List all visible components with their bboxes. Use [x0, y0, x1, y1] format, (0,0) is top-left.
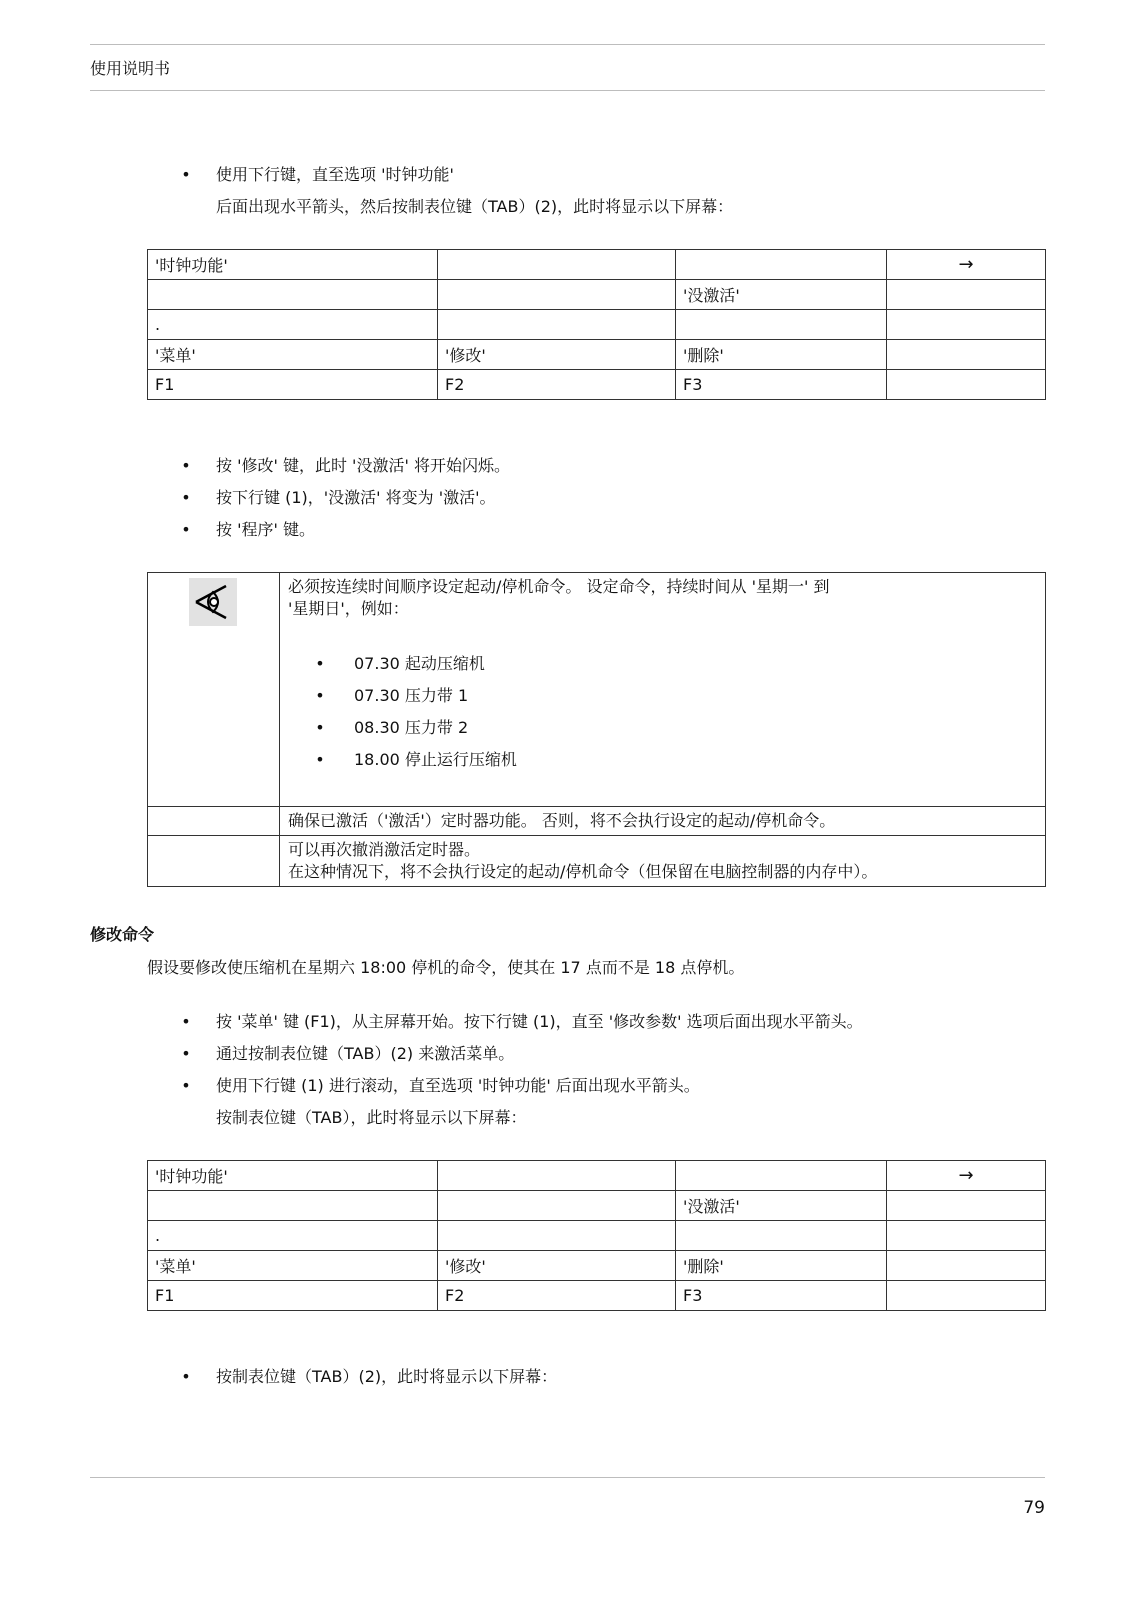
screen-cell [887, 1281, 1046, 1311]
bullet-icon: • [181, 1044, 191, 1063]
display-screen-table-2 [147, 1160, 1046, 1311]
list-item-continuation: 按制表位键（TAB），此时将显示以下屏幕： [216, 1108, 527, 1127]
list-item: • 按 '菜单' 键 (F1)，从主屏幕开始。按下行键 (1)，直至 '修改参数' 选项后面出现水平箭头。 [180, 1006, 526, 1038]
screen-cell [887, 340, 1046, 370]
right-arrow-icon: → [958, 1165, 974, 1186]
screen-cell [148, 1191, 438, 1221]
bullet-icon: • [181, 1012, 191, 1031]
screen-cell: . [148, 1221, 438, 1251]
screen-cell [438, 250, 676, 280]
table-row [148, 573, 1046, 807]
screen-cell [887, 1251, 1046, 1281]
bullet-icon: • [315, 718, 325, 737]
table-row [148, 310, 1046, 340]
list-item-continuation: 后面出现水平箭头，然后按制表位键（TAB）(2)，此时将显示以下屏幕： [216, 197, 734, 216]
table-row [148, 1221, 1046, 1251]
screen-cell [887, 1191, 1046, 1221]
screen-cell: F2 [438, 370, 676, 400]
section-intro: 假设要修改使压缩机在星期六 18:00 停机的命令，使其在 17 点而不是 18 点停机。 [147, 958, 745, 977]
screen-cell [438, 1161, 676, 1191]
note-icon-cell [148, 573, 280, 807]
table-row [148, 280, 1046, 310]
bullet-icon: • [315, 750, 325, 769]
bullet-icon: • [315, 686, 325, 705]
screen-cell: '菜单' [148, 1251, 438, 1281]
screen-cell [887, 280, 1046, 310]
screen-cell [676, 310, 887, 340]
table-row [148, 340, 1046, 370]
bullet-icon: • [181, 1367, 191, 1386]
list-item: • 通过按制表位键（TAB）(2) 来激活菜单。 [180, 1038, 526, 1070]
section-title: 修改命令 [90, 925, 155, 944]
screen-cell: '菜单' [148, 340, 438, 370]
list-item: • 使用下行键 (1) 进行滚动，直至选项 '时钟功能' 后面出现水平箭头。 [180, 1070, 526, 1102]
screen-cell: '时钟功能' [148, 1161, 438, 1191]
screen-cell: '时钟功能' [148, 250, 438, 280]
instruction-block-3 [180, 1006, 863, 1134]
screen-cell [438, 1191, 676, 1221]
screen-cell: F1 [148, 370, 438, 400]
bullet-icon: • [181, 488, 191, 507]
screen-cell [676, 1221, 887, 1251]
table-row [148, 370, 1046, 400]
example-list [288, 648, 1037, 776]
screen-cell: '没激活' [676, 280, 887, 310]
note-text-cell: 必须按连续时间顺序设定起动/停机命令。 设定命令，持续时间从 '星期一' 到 '星期日'，例如： • 07.30 起动压缩机 • 07.30 压力带 1 • 08.30 压力带 2 • 18.00 停止运行压缩机 [280, 573, 1046, 807]
instruction-block-1 [180, 159, 733, 223]
table-row [148, 1161, 1046, 1191]
header-rule-top [90, 44, 1045, 45]
table-row [148, 807, 1046, 836]
right-arrow-icon: → [958, 254, 974, 275]
screen-cell: F3 [676, 1281, 887, 1311]
screen-cell: '没激活' [676, 1191, 887, 1221]
bullet-icon: • [181, 165, 191, 184]
screen-cell [887, 370, 1046, 400]
screen-cell [148, 280, 438, 310]
screen-cell: '修改' [438, 1251, 676, 1281]
display-screen-table-1 [147, 249, 1046, 400]
list-item: • 07.30 起动压缩机 [314, 648, 1037, 680]
screen-cell [676, 250, 887, 280]
screen-cell: . [148, 310, 438, 340]
screen-cell: F3 [676, 370, 887, 400]
header-rule-bottom [90, 90, 1045, 91]
screen-cell: '删除' [676, 340, 887, 370]
note-empty-cell [148, 807, 280, 836]
table-row [148, 1281, 1046, 1311]
header-title: 使用说明书 [90, 59, 171, 78]
screen-cell [438, 280, 676, 310]
table-row [148, 250, 1046, 280]
screen-cell: '修改' [438, 340, 676, 370]
screen-cell [887, 1221, 1046, 1251]
page-number: 79 [1023, 1498, 1045, 1518]
table-row [148, 1251, 1046, 1281]
screen-cell [887, 310, 1046, 340]
list-item: • 18.00 停止运行压缩机 [314, 744, 1037, 776]
note-text-cell: 确保已激活（'激活'）定时器功能。 否则，将不会执行设定的起动/停机命令。 [280, 807, 1046, 836]
screen-cell [438, 1221, 676, 1251]
list-item: • 08.30 压力带 2 [314, 712, 1037, 744]
screen-cell: F1 [148, 1281, 438, 1311]
list-item: • 07.30 压力带 1 [314, 680, 1037, 712]
note-empty-cell [148, 836, 280, 887]
table-row [148, 836, 1046, 887]
screen-cell [887, 1161, 1046, 1191]
screen-cell [887, 250, 1046, 280]
bullet-icon: • [181, 520, 191, 539]
screen-cell [676, 1161, 887, 1191]
bullet-icon: • [181, 1076, 191, 1095]
bullet-icon: • [181, 456, 191, 475]
bullet-icon: • [315, 654, 325, 673]
footer-rule [90, 1477, 1045, 1478]
screen-cell: F2 [438, 1281, 676, 1311]
note-table [147, 572, 1046, 887]
screen-cell: '删除' [676, 1251, 887, 1281]
list-item: • 使用下行键，直至选项 '时钟功能' [180, 159, 733, 191]
screen-cell [438, 310, 676, 340]
eye-icon [189, 578, 237, 626]
note-text-cell: 可以再次撤消激活定时器。 在这种情况下，将不会执行设定的起动/停机命令（但保留在电脑控制器的内存中）。 [280, 836, 1046, 887]
table-row [148, 1191, 1046, 1221]
